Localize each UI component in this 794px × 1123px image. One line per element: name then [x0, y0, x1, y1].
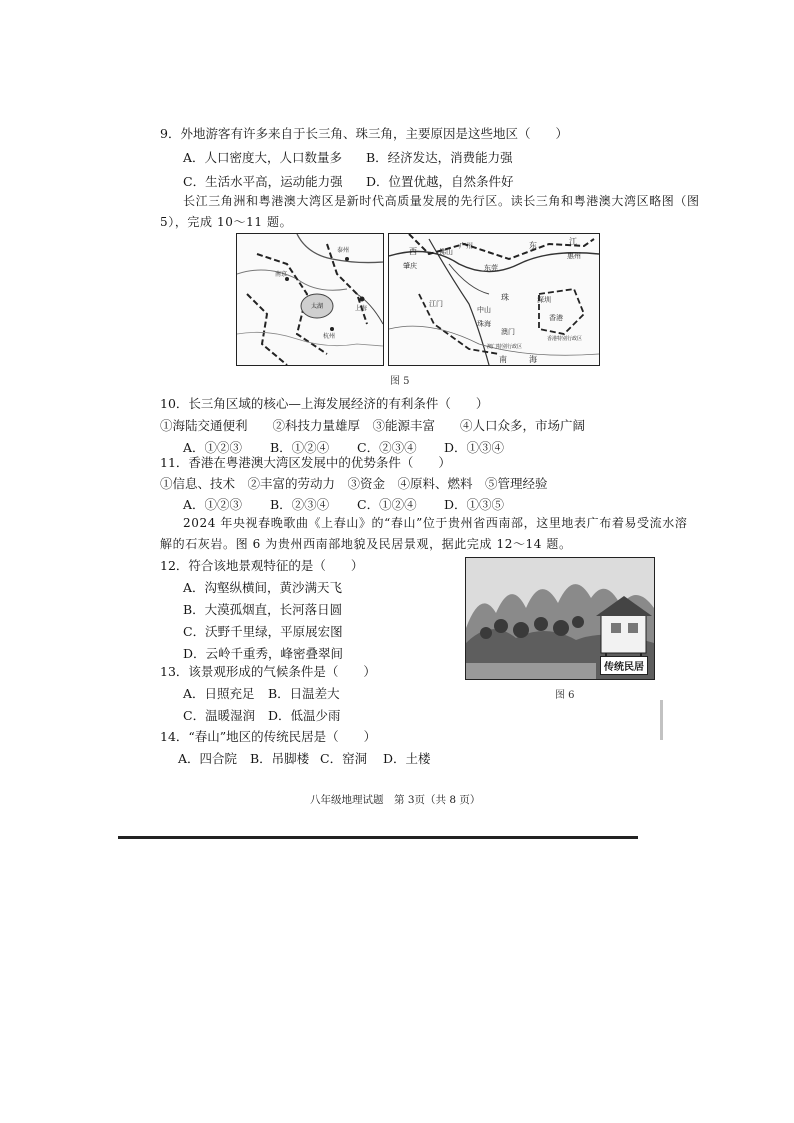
map-label-dong: 东 [529, 241, 537, 250]
map-label-zhaoqing: 肇庆 [403, 262, 417, 270]
q9-stem: 9．外地游客有许多来自于长三角、珠三角，主要原因是这些地区（ ） [160, 126, 568, 141]
map-label-jiang: 江 [569, 237, 577, 246]
q14-option-c: C．窑洞 [320, 751, 368, 766]
map-label-hai: 海 [529, 355, 537, 364]
q12-option-d: D．云岭千重秀，峰密叠翠间 [183, 646, 344, 661]
map-label-zhongshan: 中山 [477, 306, 491, 314]
map-label-hangzhou: 杭州 [323, 333, 336, 340]
q13-option-c: C．温暖湿润 [183, 708, 256, 723]
karst-landscape-photo [465, 557, 655, 680]
figure5-caption: 图 5 [390, 376, 410, 387]
map-label-huizhou: 惠州 [567, 252, 581, 260]
q14-stem: 14．“春山”地区的传统民居是（ ） [160, 729, 377, 744]
yangtze-delta-map [236, 233, 384, 366]
q13-option-a: A．日照充足 [183, 686, 255, 701]
q13-option-d: D．低温少雨 [268, 708, 341, 723]
q9-option-a: A．人口密度大，人口数量多 [183, 150, 343, 165]
q12-stem: 12．符合该地景观特征的是（ ） [160, 558, 364, 573]
q13-stem: 13．该景观形成的气候条件是（ ） [160, 664, 376, 679]
map-label-xi: 西 [409, 247, 417, 256]
map-label-hk-region: 香港特别行政区 [547, 336, 583, 342]
q9-option-d: D．位置优越，自然条件好 [366, 174, 514, 189]
q14-option-d: D．土楼 [383, 751, 431, 766]
q14-option-a: A．四合院 [178, 751, 238, 766]
q10-stem: 10．长三角区域的核心—上海发展经济的有利条件（ ） [160, 396, 489, 411]
q12-option-b: B．大漠孤烟直，长河落日圆 [183, 602, 343, 617]
map-label-macao-region: 澳门特别行政区 [487, 344, 523, 350]
page-bottom-rule [118, 836, 638, 839]
intro-12-14-line2: 解的石灰岩。图 6 为贵州西南部地貌及民居景观，据此完成 12～14 题。 [160, 537, 572, 551]
map-label-dongguan: 东莞 [484, 264, 498, 272]
map-label-taihu: 太湖 [311, 303, 324, 310]
q11-option-b: B．②③④ [270, 497, 330, 512]
q10-option-c: C．②③④ [357, 440, 417, 455]
intro-10-11-line2: 5），完成 10～11 题。 [160, 215, 293, 229]
map-label-shanghai: 上海 [355, 305, 368, 312]
q12-option-c: C．沃野千里绿，平原展宏图 [183, 624, 343, 639]
q11-conditions: ①信息、技术 ②丰富的劳动力 ③资金 ④原料、燃料 ⑤管理经验 [160, 476, 548, 491]
intro-12-14-line1: 2024 年央视春晚歌曲《上春山》的“春山”位于贵州省西南部，这里地表广布着易受流水溶 [183, 516, 688, 530]
greater-bay-area-map [388, 233, 600, 366]
q11-stem: 11．香港在粤港澳大湾区发展中的优势条件（ ） [160, 455, 451, 470]
map-label-zhuhai: 珠海 [477, 320, 491, 328]
map-label-nan: 南 [499, 355, 507, 364]
q10-option-a: A．①②③ [183, 440, 243, 455]
q10-conditions: ①海陆交通便利 ②科技力量雄厚 ③能源丰富 ④人口众多，市场广阔 [160, 418, 586, 433]
q11-option-d: D．①③⑤ [444, 497, 505, 512]
map-label-macao: 澳门 [501, 328, 515, 336]
map-label-foshan: 佛山 [439, 248, 453, 256]
figure6-caption: 图 6 [555, 690, 575, 701]
q11-option-a: A．①②③ [183, 497, 243, 512]
q14-option-b: B．吊脚楼 [250, 751, 310, 766]
q12-option-a: A．沟壑纵横间，黄沙满天飞 [183, 580, 343, 595]
map-label-shenzhen: 深圳 [537, 296, 551, 304]
page-footer: 八年级地理试题 第 3页（共 8 页） [310, 794, 481, 806]
q9-option-c: C．生活水平高，运动能力强 [183, 174, 343, 189]
map-label-zhu: 珠 [501, 293, 509, 302]
map-label-guangzhou: 广州 [459, 242, 473, 250]
q10-option-d: D．①③④ [444, 440, 505, 455]
map-label-nanjing: 南京 [275, 271, 288, 278]
q10-option-b: B．①②④ [270, 440, 330, 455]
map-label-hongkong: 香港 [549, 314, 563, 322]
traditional-house-label: 传统民居 [600, 656, 648, 675]
q9-option-b: B．经济发达，消费能力强 [366, 150, 513, 165]
intro-10-11-line1: 长江三角洲和粤港澳大湾区是新时代高质量发展的先行区。读长三角和粤港澳大湾区略图（图 [183, 194, 700, 208]
q13-option-b: B．日温差大 [268, 686, 340, 701]
scan-edge-mark [660, 700, 663, 740]
q11-option-c: C．①②④ [357, 497, 417, 512]
map-label-taizhou: 泰州 [337, 247, 350, 254]
map-label-jiangmen: 江门 [429, 300, 443, 308]
